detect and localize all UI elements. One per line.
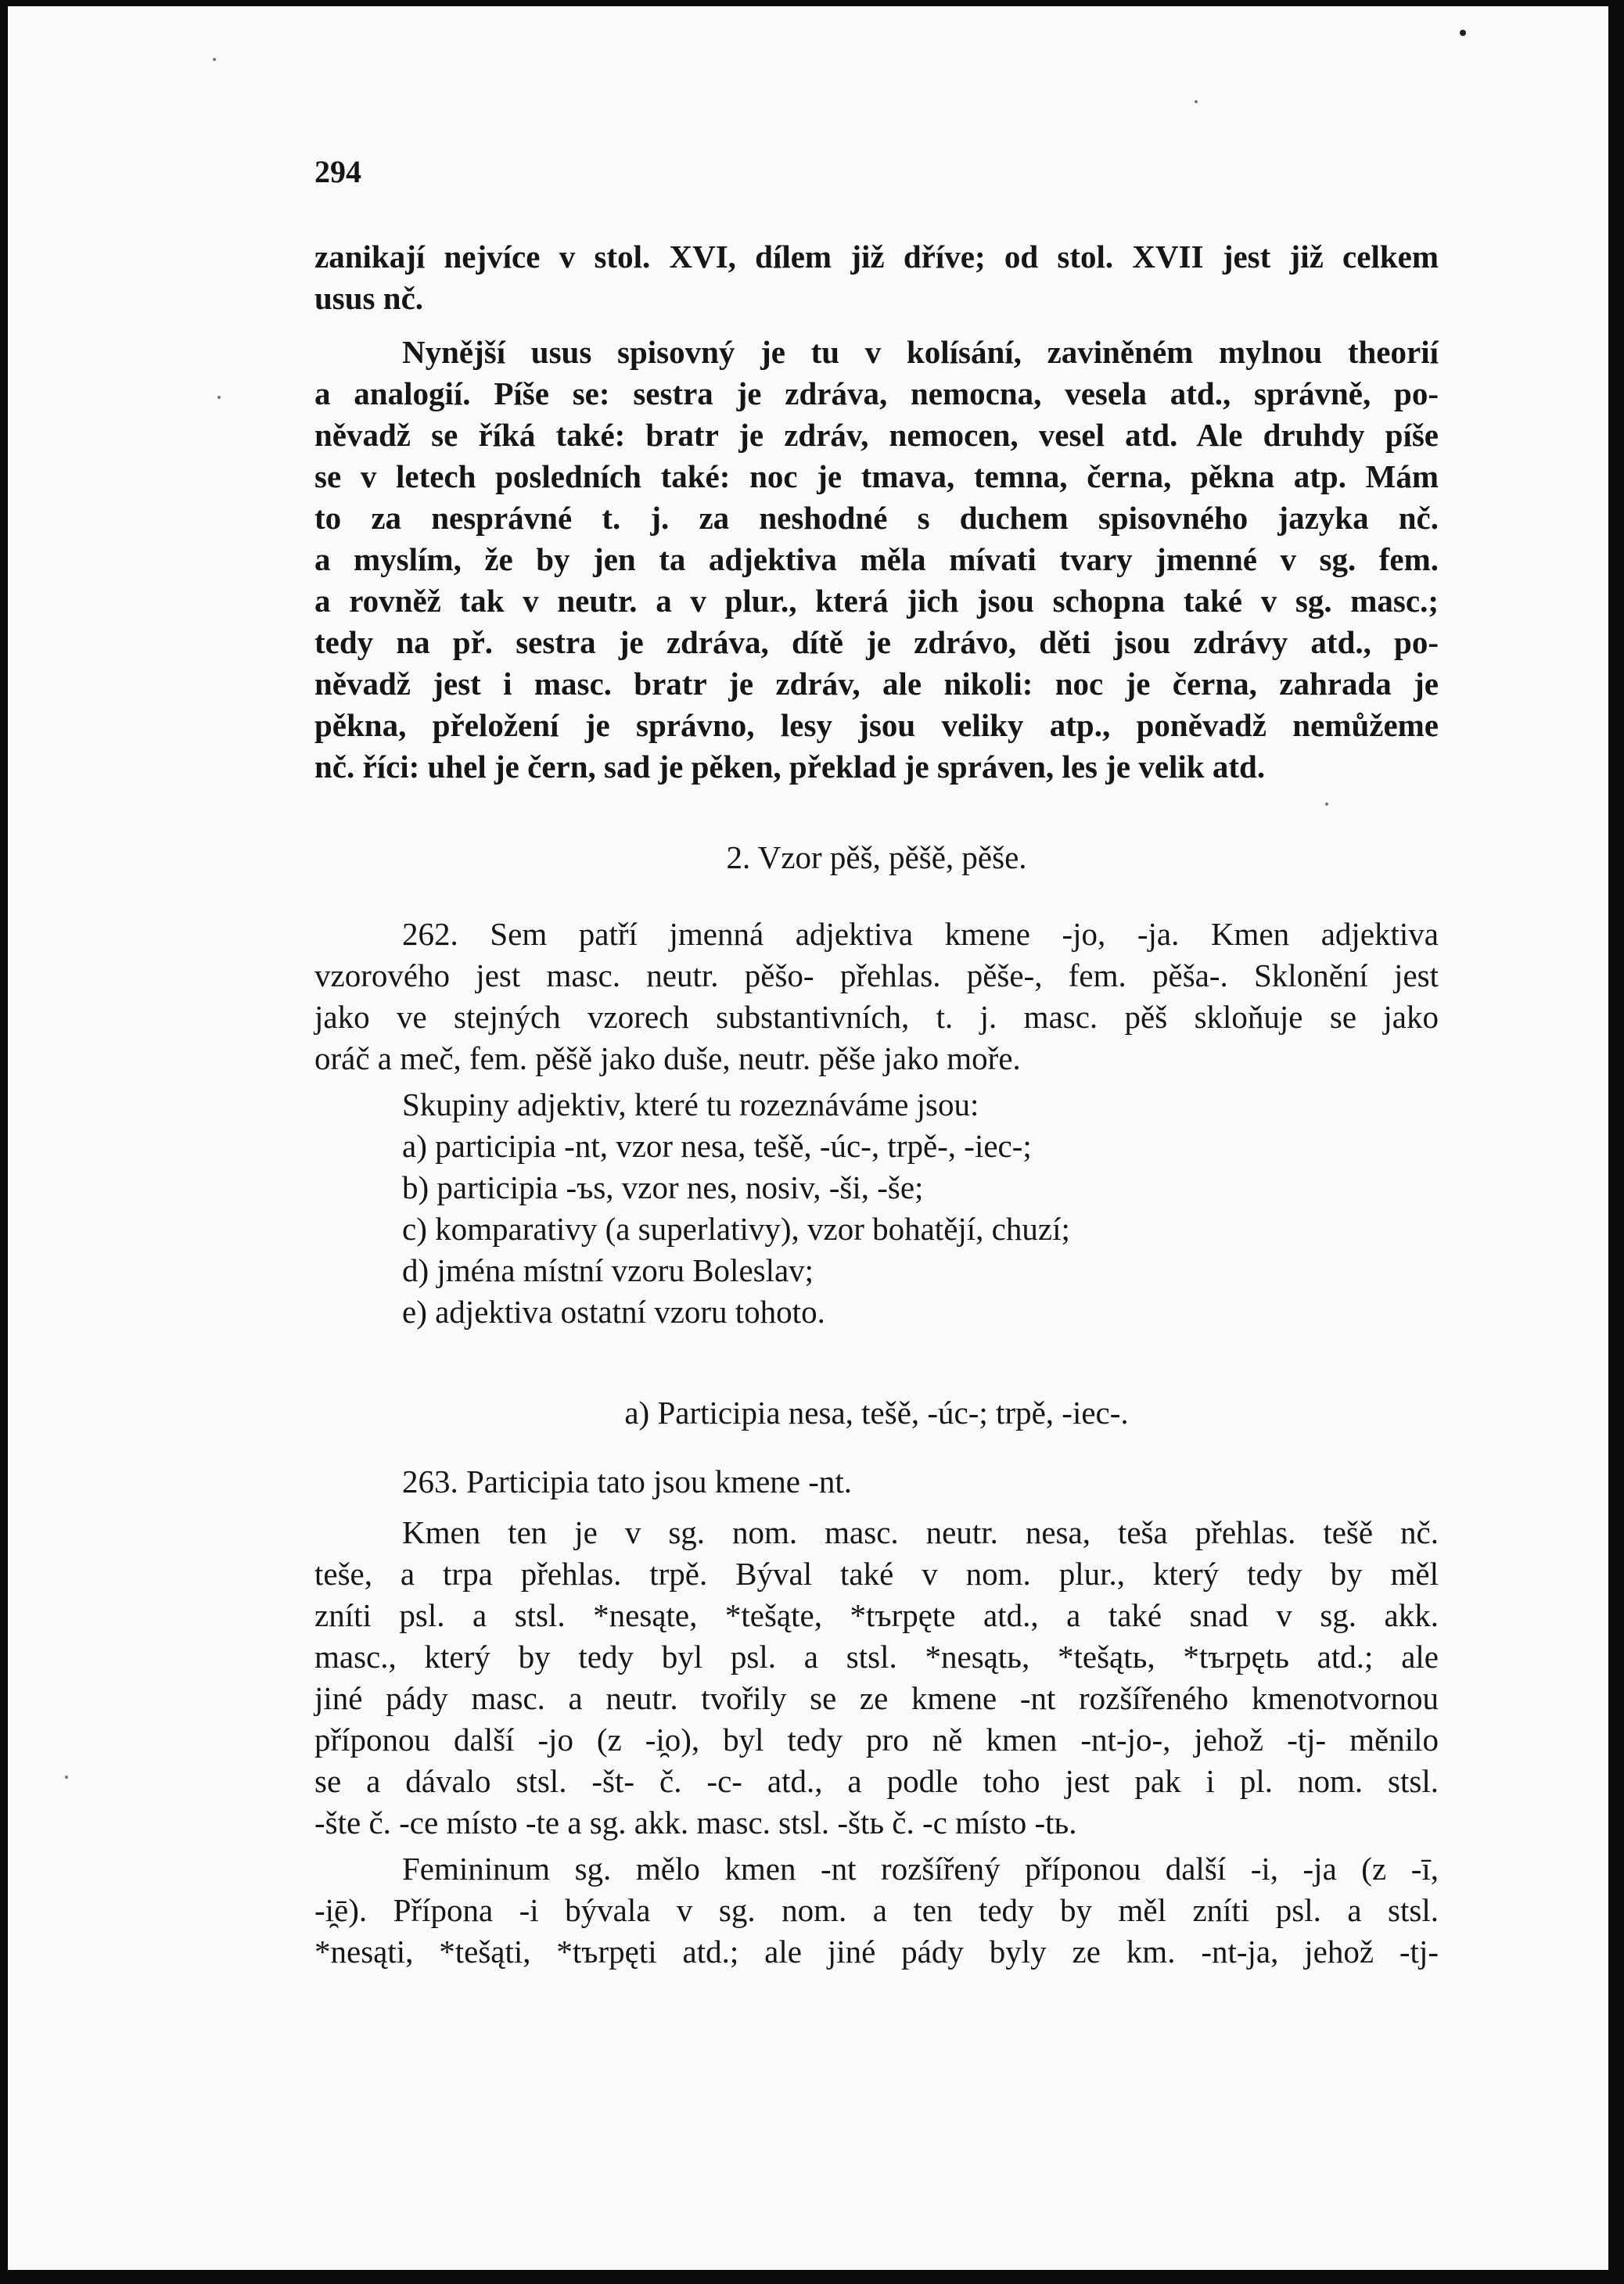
text-line: teše, a trpa přehlas. trpě. Býval také v nom. plur., který tedy by měl (314, 1556, 1439, 1592)
text-line: se a dávalo stsl. -št- č. -c- atd., a podle toho jest pak i pl. nom. stsl. (314, 1763, 1439, 1799)
paragraph-263 (314, 1461, 1439, 1503)
text-line: vzorového jest masc. neutr. pěšo- přehlas. pěše-, fem. pěša-. Sklonění jest (314, 957, 1439, 993)
text-line: jiné pády masc. a neutr. tvořily se ze kmene -nt rozšířeného kmenotvornou (314, 1680, 1439, 1716)
text-line: zníti psl. a stsl. *nesąte, *tešąte, *tъrpęte atd., a také snad v sg. akk. (314, 1597, 1439, 1633)
text-line: se v letech posledních také: noc je tmava, temna, černa, pěkna atp. Mám (314, 458, 1439, 494)
skupiny-list (314, 1084, 1439, 1333)
text-line: -i̯ē). Přípona -i bývala v sg. nom. a ten tedy by měl zníti psl. a stsl. (314, 1892, 1439, 1928)
text-line: oráč a meč, fem. pěšě jako duše, neutr. pěše jako moře. (314, 1040, 1021, 1076)
section-heading: 2. Vzor pěš, pěšě, pěše. (726, 839, 1027, 875)
text-line: nč. říci: uhel je čern, sad je pěken, překlad je správen, les je velik atd. (314, 749, 1266, 785)
text-line: něvadž se říká také: bratr je zdráv, nemocen, vesel atd. Ale druhdy píše (314, 417, 1439, 453)
list-intro: Skupiny adjektiv, které tu rozeznáváme jsou: (402, 1086, 979, 1122)
paragraph-usus (314, 332, 1439, 788)
text-line: a rovněž tak v neutr. a v plur., která jich jsou schopna také v sg. masc.; (314, 583, 1439, 619)
text-line: tedy na př. sestra je zdráva, dítě je zdrávo, děti jsou zdrávy atd., po- (314, 624, 1439, 660)
text-line: Femininum sg. mělo kmen -nt rozšířený příponou další -i, -ja (z -ī, (402, 1851, 1439, 1887)
speck (1460, 30, 1466, 36)
text-line: něvadž jest i masc. bratr je zdráv, ale nikoli: noc je černa, zahrada je (314, 666, 1439, 702)
text-line: příponou další -jo (z -i̯o), byl tedy pro ně kmen -nt-jo-, jehož -tj- měnilo (314, 1722, 1439, 1758)
text-line: 263. Participia tato jsou kmene -nt. (402, 1463, 853, 1499)
book-page (8, 6, 1608, 2270)
list-item: e) adjektiva ostatní vzoru tohoto. (402, 1294, 825, 1330)
paragraph-kmen (314, 1512, 1439, 1844)
list-item: d) jména místní vzoru Boleslav; (402, 1252, 814, 1288)
text-line: a myslím, že by jen ta adjektiva měla mívati tvary jmenné v sg. fem. (314, 541, 1439, 577)
speck (1195, 100, 1198, 103)
paragraph-femininum (314, 1848, 1439, 1973)
list-item: c) komparativy (a superlativy), vzor bohatějí, chuzí; (402, 1211, 1070, 1247)
text-line: usus nč. (314, 280, 424, 316)
text-line: *nesąti, *tešąti, *tъrpęti atd.; ale jiné pády byly ze km. -nt-ja, jehož -tj- (314, 1934, 1439, 1970)
text-line: pěkna, přeložení je správno, lesy jsou veliky atp., poněvadž nemůžeme (314, 707, 1439, 743)
text-line: a analogií. Píše se: sestra je zdráva, nemocna, vesela atd., správně, po- (314, 375, 1439, 411)
text-line: to za nesprávné t. j. za neshodné s duchem spisovného jazyka nč. (314, 500, 1439, 536)
subsection-heading: a) Participia nesa, tešě, -úc-; trpě, -iec-. (624, 1395, 1129, 1431)
speck (217, 396, 221, 399)
text-line: 262. Sem patří jmenná adjektiva kmene -jo, -ja. Kmen adjektiva (402, 916, 1439, 952)
speck (65, 1776, 68, 1779)
text-line: Kmen ten je v sg. nom. masc. neutr. nesa, teša přehlas. tešě nč. (402, 1514, 1439, 1550)
text-line: jako ve stejných vzorech substantivních, t. j. masc. pěš skloňuje se jako (314, 999, 1439, 1035)
text-line: masc., který by tedy byl psl. a stsl. *nesątь, *tešątь, *tъrpętь atd.; ale (314, 1639, 1439, 1675)
text-line: Nynější usus spisovný je tu v kolísání, zaviněném mylnou theorií (402, 334, 1439, 370)
speck (1325, 803, 1328, 806)
text-line: zanikají nejvíce v stol. XVI, dílem již dříve; od stol. XVII jest již celkem (314, 239, 1439, 275)
paragraph-262 (314, 914, 1439, 1079)
list-item: b) participia -ъs, vzor nes, nosiv, -ši, -še; (402, 1169, 924, 1205)
text-line: -šte č. -ce místo -te a sg. akk. masc. stsl. -štь č. -c místo -tь. (314, 1805, 1077, 1840)
paragraph-intro (314, 236, 1439, 319)
page-number: 294 (314, 154, 361, 189)
speck (213, 58, 216, 61)
list-item: a) participia -nt, vzor nesa, tešě, -úc-, trpě-, -iec-; (402, 1128, 1032, 1164)
